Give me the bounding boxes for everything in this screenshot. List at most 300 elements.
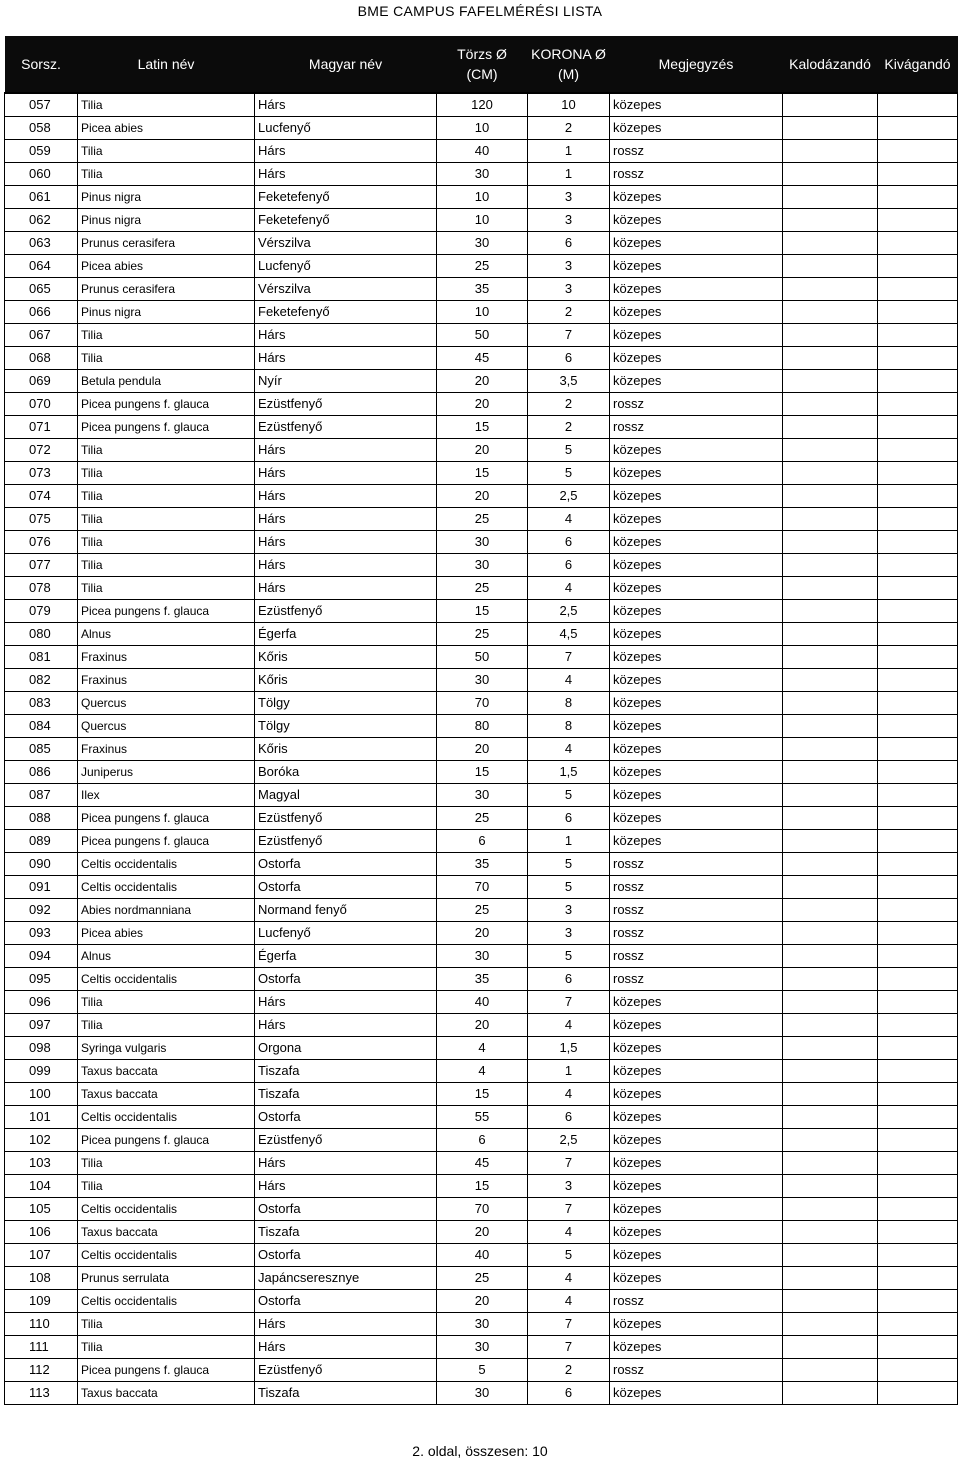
cell-latin: Celtis occidentalis	[78, 1244, 255, 1267]
page-footer: 2. oldal, összesen: 10	[412, 1443, 548, 1459]
table-row	[5, 140, 958, 163]
cell-sorsz: 091	[5, 876, 78, 899]
cell-kivagando	[878, 715, 958, 738]
cell-magyar: Hárs	[255, 324, 437, 347]
cell-kalodazando	[783, 1313, 878, 1336]
cell-torzs: 10	[437, 209, 528, 232]
cell-kalodazando	[783, 876, 878, 899]
cell-megjegyzes: rossz	[610, 140, 783, 163]
cell-magyar: Hárs	[255, 1313, 437, 1336]
cell-kalodazando	[783, 761, 878, 784]
cell-megjegyzes: közepes	[610, 669, 783, 692]
cell-megjegyzes: közepes	[610, 1152, 783, 1175]
table-row	[5, 186, 958, 209]
cell-megjegyzes: rossz	[610, 1359, 783, 1382]
cell-korona: 5	[528, 784, 610, 807]
cell-megjegyzes: közepes	[610, 186, 783, 209]
cell-kivagando	[878, 508, 958, 531]
cell-latin: Tilia	[78, 140, 255, 163]
cell-korona: 7	[528, 991, 610, 1014]
cell-latin: Quercus	[78, 692, 255, 715]
cell-kivagando	[878, 1037, 958, 1060]
cell-magyar: Lucfenyő	[255, 255, 437, 278]
cell-sorsz: 113	[5, 1382, 78, 1405]
table-row	[5, 255, 958, 278]
table-row	[5, 508, 958, 531]
cell-megjegyzes: közepes	[610, 1175, 783, 1198]
cell-magyar: Ezüstfenyő	[255, 1129, 437, 1152]
cell-sorsz: 103	[5, 1152, 78, 1175]
cell-torzs: 20	[437, 370, 528, 393]
cell-kalodazando	[783, 554, 878, 577]
cell-megjegyzes: rossz	[610, 853, 783, 876]
cell-latin: Fraxinus	[78, 738, 255, 761]
cell-korona: 3	[528, 186, 610, 209]
cell-korona: 1	[528, 163, 610, 186]
cell-torzs: 4	[437, 1060, 528, 1083]
cell-latin: Fraxinus	[78, 669, 255, 692]
cell-korona: 5	[528, 462, 610, 485]
cell-kalodazando	[783, 186, 878, 209]
cell-megjegyzes: közepes	[610, 577, 783, 600]
cell-kivagando	[878, 922, 958, 945]
cell-korona: 6	[528, 554, 610, 577]
cell-kalodazando	[783, 853, 878, 876]
cell-torzs: 25	[437, 577, 528, 600]
cell-sorsz: 064	[5, 255, 78, 278]
table-row	[5, 1152, 958, 1175]
table-row	[5, 1014, 958, 1037]
cell-megjegyzes: közepes	[610, 462, 783, 485]
cell-kivagando	[878, 1014, 958, 1037]
table-row	[5, 1106, 958, 1129]
cell-korona: 3	[528, 278, 610, 301]
cell-sorsz: 082	[5, 669, 78, 692]
cell-magyar: Tiszafa	[255, 1221, 437, 1244]
cell-torzs: 25	[437, 623, 528, 646]
cell-kalodazando	[783, 1083, 878, 1106]
cell-torzs: 50	[437, 324, 528, 347]
cell-magyar: Vérszilva	[255, 278, 437, 301]
cell-kivagando	[878, 163, 958, 186]
cell-kivagando	[878, 1382, 958, 1405]
cell-torzs: 40	[437, 1244, 528, 1267]
cell-torzs: 120	[437, 93, 528, 117]
cell-latin: Celtis occidentalis	[78, 1198, 255, 1221]
cell-kivagando	[878, 968, 958, 991]
cell-korona: 4,5	[528, 623, 610, 646]
cell-kivagando	[878, 1336, 958, 1359]
cell-magyar: Ezüstfenyő	[255, 393, 437, 416]
cell-latin: Juniperus	[78, 761, 255, 784]
cell-sorsz: 071	[5, 416, 78, 439]
cell-megjegyzes: közepes	[610, 439, 783, 462]
table-row	[5, 416, 958, 439]
cell-kivagando	[878, 393, 958, 416]
cell-torzs: 25	[437, 1267, 528, 1290]
col-header-korona	[528, 36, 610, 93]
cell-torzs: 45	[437, 1152, 528, 1175]
cell-kivagando	[878, 577, 958, 600]
cell-sorsz: 078	[5, 577, 78, 600]
table-row	[5, 1244, 958, 1267]
cell-kivagando	[878, 807, 958, 830]
cell-magyar: Feketefenyő	[255, 301, 437, 324]
cell-kalodazando	[783, 255, 878, 278]
cell-torzs: 20	[437, 738, 528, 761]
tree-survey-table	[4, 36, 958, 1405]
cell-torzs: 10	[437, 117, 528, 140]
cell-torzs: 15	[437, 1083, 528, 1106]
cell-korona: 6	[528, 1106, 610, 1129]
cell-kivagando	[878, 738, 958, 761]
cell-kalodazando	[783, 439, 878, 462]
cell-megjegyzes: közepes	[610, 554, 783, 577]
cell-sorsz: 093	[5, 922, 78, 945]
cell-magyar: Hárs	[255, 1336, 437, 1359]
cell-korona: 1	[528, 140, 610, 163]
cell-kivagando	[878, 1060, 958, 1083]
cell-latin: Celtis occidentalis	[78, 853, 255, 876]
col-header-kivagando: Kivágandó	[878, 36, 958, 93]
cell-magyar: Ostorfa	[255, 1290, 437, 1313]
cell-torzs: 40	[437, 140, 528, 163]
cell-sorsz: 106	[5, 1221, 78, 1244]
cell-korona: 2,5	[528, 1129, 610, 1152]
cell-latin: Picea pungens f. glauca	[78, 1359, 255, 1382]
cell-korona: 7	[528, 1313, 610, 1336]
cell-megjegyzes: közepes	[610, 738, 783, 761]
cell-magyar: Orgona	[255, 1037, 437, 1060]
cell-latin: Alnus	[78, 945, 255, 968]
cell-megjegyzes: közepes	[610, 347, 783, 370]
korona-label: KORONA Ø	[531, 46, 606, 62]
cell-sorsz: 085	[5, 738, 78, 761]
cell-megjegyzes: közepes	[610, 1198, 783, 1221]
cell-korona: 8	[528, 692, 610, 715]
table-row	[5, 669, 958, 692]
cell-magyar: Boróka	[255, 761, 437, 784]
table-row	[5, 93, 958, 117]
table-row	[5, 209, 958, 232]
cell-magyar: Hárs	[255, 140, 437, 163]
cell-kalodazando	[783, 1267, 878, 1290]
cell-kalodazando	[783, 278, 878, 301]
cell-sorsz: 057	[5, 93, 78, 117]
table-row	[5, 922, 958, 945]
cell-latin: Tilia	[78, 163, 255, 186]
table-row	[5, 945, 958, 968]
header-row	[5, 36, 958, 93]
cell-korona: 4	[528, 1221, 610, 1244]
cell-magyar: Kőris	[255, 669, 437, 692]
cell-megjegyzes: közepes	[610, 255, 783, 278]
cell-megjegyzes: rossz	[610, 945, 783, 968]
cell-torzs: 15	[437, 600, 528, 623]
cell-korona: 2	[528, 301, 610, 324]
cell-sorsz: 086	[5, 761, 78, 784]
cell-magyar: Égerfa	[255, 945, 437, 968]
cell-korona: 4	[528, 1083, 610, 1106]
cell-latin: Tilia	[78, 439, 255, 462]
cell-megjegyzes: közepes	[610, 1129, 783, 1152]
cell-latin: Picea pungens f. glauca	[78, 807, 255, 830]
cell-sorsz: 094	[5, 945, 78, 968]
cell-magyar: Ezüstfenyő	[255, 600, 437, 623]
cell-magyar: Hárs	[255, 1014, 437, 1037]
cell-magyar: Lucfenyő	[255, 117, 437, 140]
cell-latin: Tilia	[78, 577, 255, 600]
cell-torzs: 35	[437, 968, 528, 991]
cell-sorsz: 063	[5, 232, 78, 255]
table-row	[5, 531, 958, 554]
cell-torzs: 20	[437, 393, 528, 416]
cell-korona: 3	[528, 1175, 610, 1198]
table-row	[5, 761, 958, 784]
cell-kalodazando	[783, 1382, 878, 1405]
cell-sorsz: 058	[5, 117, 78, 140]
cell-kivagando	[878, 1106, 958, 1129]
cell-sorsz: 061	[5, 186, 78, 209]
cell-torzs: 30	[437, 531, 528, 554]
cell-magyar: Hárs	[255, 1175, 437, 1198]
cell-kalodazando	[783, 531, 878, 554]
table-header	[5, 36, 958, 93]
table-row	[5, 1290, 958, 1313]
cell-torzs: 30	[437, 1382, 528, 1405]
cell-sorsz: 102	[5, 1129, 78, 1152]
cell-kivagando	[878, 485, 958, 508]
cell-magyar: Hárs	[255, 1152, 437, 1175]
cell-sorsz: 090	[5, 853, 78, 876]
cell-korona: 4	[528, 577, 610, 600]
cell-megjegyzes: közepes	[610, 692, 783, 715]
cell-sorsz: 065	[5, 278, 78, 301]
cell-magyar: Hárs	[255, 163, 437, 186]
cell-sorsz: 109	[5, 1290, 78, 1313]
cell-korona: 10	[528, 93, 610, 117]
cell-sorsz: 075	[5, 508, 78, 531]
cell-korona: 7	[528, 1336, 610, 1359]
cell-kivagando	[878, 554, 958, 577]
cell-kalodazando	[783, 232, 878, 255]
table-row	[5, 1060, 958, 1083]
cell-torzs: 25	[437, 508, 528, 531]
cell-latin: Tilia	[78, 324, 255, 347]
table-row	[5, 439, 958, 462]
cell-korona: 7	[528, 1152, 610, 1175]
cell-magyar: Hárs	[255, 485, 437, 508]
cell-korona: 6	[528, 347, 610, 370]
table-row	[5, 1037, 958, 1060]
cell-korona: 2,5	[528, 600, 610, 623]
cell-torzs: 20	[437, 439, 528, 462]
cell-kivagando	[878, 784, 958, 807]
cell-korona: 5	[528, 876, 610, 899]
cell-kalodazando	[783, 1290, 878, 1313]
cell-sorsz: 107	[5, 1244, 78, 1267]
cell-korona: 3	[528, 209, 610, 232]
cell-sorsz: 104	[5, 1175, 78, 1198]
cell-torzs: 30	[437, 669, 528, 692]
cell-torzs: 6	[437, 1129, 528, 1152]
cell-magyar: Hárs	[255, 508, 437, 531]
cell-torzs: 30	[437, 554, 528, 577]
cell-latin: Alnus	[78, 623, 255, 646]
cell-magyar: Hárs	[255, 554, 437, 577]
cell-torzs: 15	[437, 416, 528, 439]
cell-torzs: 45	[437, 347, 528, 370]
cell-magyar: Kőris	[255, 738, 437, 761]
cell-sorsz: 080	[5, 623, 78, 646]
cell-kivagando	[878, 1221, 958, 1244]
cell-korona: 7	[528, 324, 610, 347]
cell-magyar: Ostorfa	[255, 1244, 437, 1267]
cell-latin: Picea pungens f. glauca	[78, 393, 255, 416]
table-row	[5, 876, 958, 899]
cell-torzs: 15	[437, 761, 528, 784]
table-row	[5, 485, 958, 508]
cell-kalodazando	[783, 577, 878, 600]
cell-kivagando	[878, 853, 958, 876]
cell-magyar: Ezüstfenyő	[255, 807, 437, 830]
cell-kivagando	[878, 301, 958, 324]
cell-sorsz: 111	[5, 1336, 78, 1359]
cell-kivagando	[878, 186, 958, 209]
cell-sorsz: 072	[5, 439, 78, 462]
cell-megjegyzes: közepes	[610, 117, 783, 140]
table-row	[5, 370, 958, 393]
table-row	[5, 462, 958, 485]
cell-latin: Prunus serrulata	[78, 1267, 255, 1290]
cell-kivagando	[878, 1359, 958, 1382]
cell-megjegyzes: közepes	[610, 991, 783, 1014]
cell-torzs: 70	[437, 1198, 528, 1221]
cell-torzs: 80	[437, 715, 528, 738]
cell-megjegyzes: közepes	[610, 646, 783, 669]
cell-torzs: 20	[437, 485, 528, 508]
cell-korona: 6	[528, 1382, 610, 1405]
cell-kivagando	[878, 416, 958, 439]
cell-torzs: 30	[437, 1336, 528, 1359]
cell-latin: Tilia	[78, 1175, 255, 1198]
cell-kivagando	[878, 1198, 958, 1221]
cell-sorsz: 083	[5, 692, 78, 715]
cell-megjegyzes: közepes	[610, 1313, 783, 1336]
table-row	[5, 324, 958, 347]
cell-magyar: Kőris	[255, 646, 437, 669]
cell-torzs: 20	[437, 1014, 528, 1037]
cell-korona: 2	[528, 416, 610, 439]
cell-latin: Quercus	[78, 715, 255, 738]
cell-megjegyzes: rossz	[610, 393, 783, 416]
cell-magyar: Hárs	[255, 462, 437, 485]
cell-magyar: Vérszilva	[255, 232, 437, 255]
cell-latin: Pinus nigra	[78, 186, 255, 209]
cell-korona: 4	[528, 1290, 610, 1313]
cell-sorsz: 097	[5, 1014, 78, 1037]
cell-latin: Tilia	[78, 1336, 255, 1359]
cell-megjegyzes: közepes	[610, 531, 783, 554]
cell-magyar: Japáncseresznye	[255, 1267, 437, 1290]
cell-magyar: Hárs	[255, 531, 437, 554]
cell-magyar: Ostorfa	[255, 968, 437, 991]
cell-sorsz: 077	[5, 554, 78, 577]
cell-korona: 4	[528, 1267, 610, 1290]
cell-torzs: 70	[437, 692, 528, 715]
cell-torzs: 25	[437, 807, 528, 830]
cell-latin: Tilia	[78, 347, 255, 370]
cell-torzs: 35	[437, 853, 528, 876]
cell-sorsz: 074	[5, 485, 78, 508]
cell-sorsz: 067	[5, 324, 78, 347]
cell-magyar: Hárs	[255, 439, 437, 462]
table-row	[5, 784, 958, 807]
cell-kalodazando	[783, 1221, 878, 1244]
cell-kalodazando	[783, 1244, 878, 1267]
cell-kivagando	[878, 1244, 958, 1267]
cell-sorsz: 089	[5, 830, 78, 853]
cell-latin: Tilia	[78, 531, 255, 554]
cell-kalodazando	[783, 1014, 878, 1037]
cell-kalodazando	[783, 1175, 878, 1198]
cell-korona: 3	[528, 899, 610, 922]
cell-kalodazando	[783, 807, 878, 830]
cell-kalodazando	[783, 623, 878, 646]
cell-latin: Taxus baccata	[78, 1382, 255, 1405]
cell-magyar: Ezüstfenyő	[255, 416, 437, 439]
table-row	[5, 738, 958, 761]
cell-latin: Tilia	[78, 462, 255, 485]
cell-torzs: 15	[437, 1175, 528, 1198]
cell-latin: Ilex	[78, 784, 255, 807]
cell-kalodazando	[783, 462, 878, 485]
cell-latin: Tilia	[78, 93, 255, 117]
cell-megjegyzes: közepes	[610, 93, 783, 117]
cell-sorsz: 101	[5, 1106, 78, 1129]
cell-kivagando	[878, 1129, 958, 1152]
table-row	[5, 117, 958, 140]
cell-magyar: Normand fenyő	[255, 899, 437, 922]
cell-korona: 1	[528, 830, 610, 853]
cell-torzs: 10	[437, 301, 528, 324]
cell-latin: Taxus baccata	[78, 1083, 255, 1106]
table-row	[5, 393, 958, 416]
cell-sorsz: 060	[5, 163, 78, 186]
cell-kivagando	[878, 600, 958, 623]
cell-torzs: 25	[437, 255, 528, 278]
table-row	[5, 1221, 958, 1244]
cell-torzs: 50	[437, 646, 528, 669]
cell-torzs: 5	[437, 1359, 528, 1382]
cell-megjegyzes: közepes	[610, 232, 783, 255]
cell-megjegyzes: rossz	[610, 163, 783, 186]
cell-kivagando	[878, 623, 958, 646]
cell-kivagando	[878, 347, 958, 370]
cell-latin: Taxus baccata	[78, 1060, 255, 1083]
cell-kivagando	[878, 324, 958, 347]
cell-megjegyzes: közepes	[610, 508, 783, 531]
cell-korona: 5	[528, 945, 610, 968]
cell-kalodazando	[783, 646, 878, 669]
cell-megjegyzes: közepes	[610, 600, 783, 623]
table-row	[5, 830, 958, 853]
cell-magyar: Feketefenyő	[255, 186, 437, 209]
cell-latin: Tilia	[78, 1014, 255, 1037]
cell-kivagando	[878, 439, 958, 462]
cell-kalodazando	[783, 508, 878, 531]
cell-magyar: Nyír	[255, 370, 437, 393]
